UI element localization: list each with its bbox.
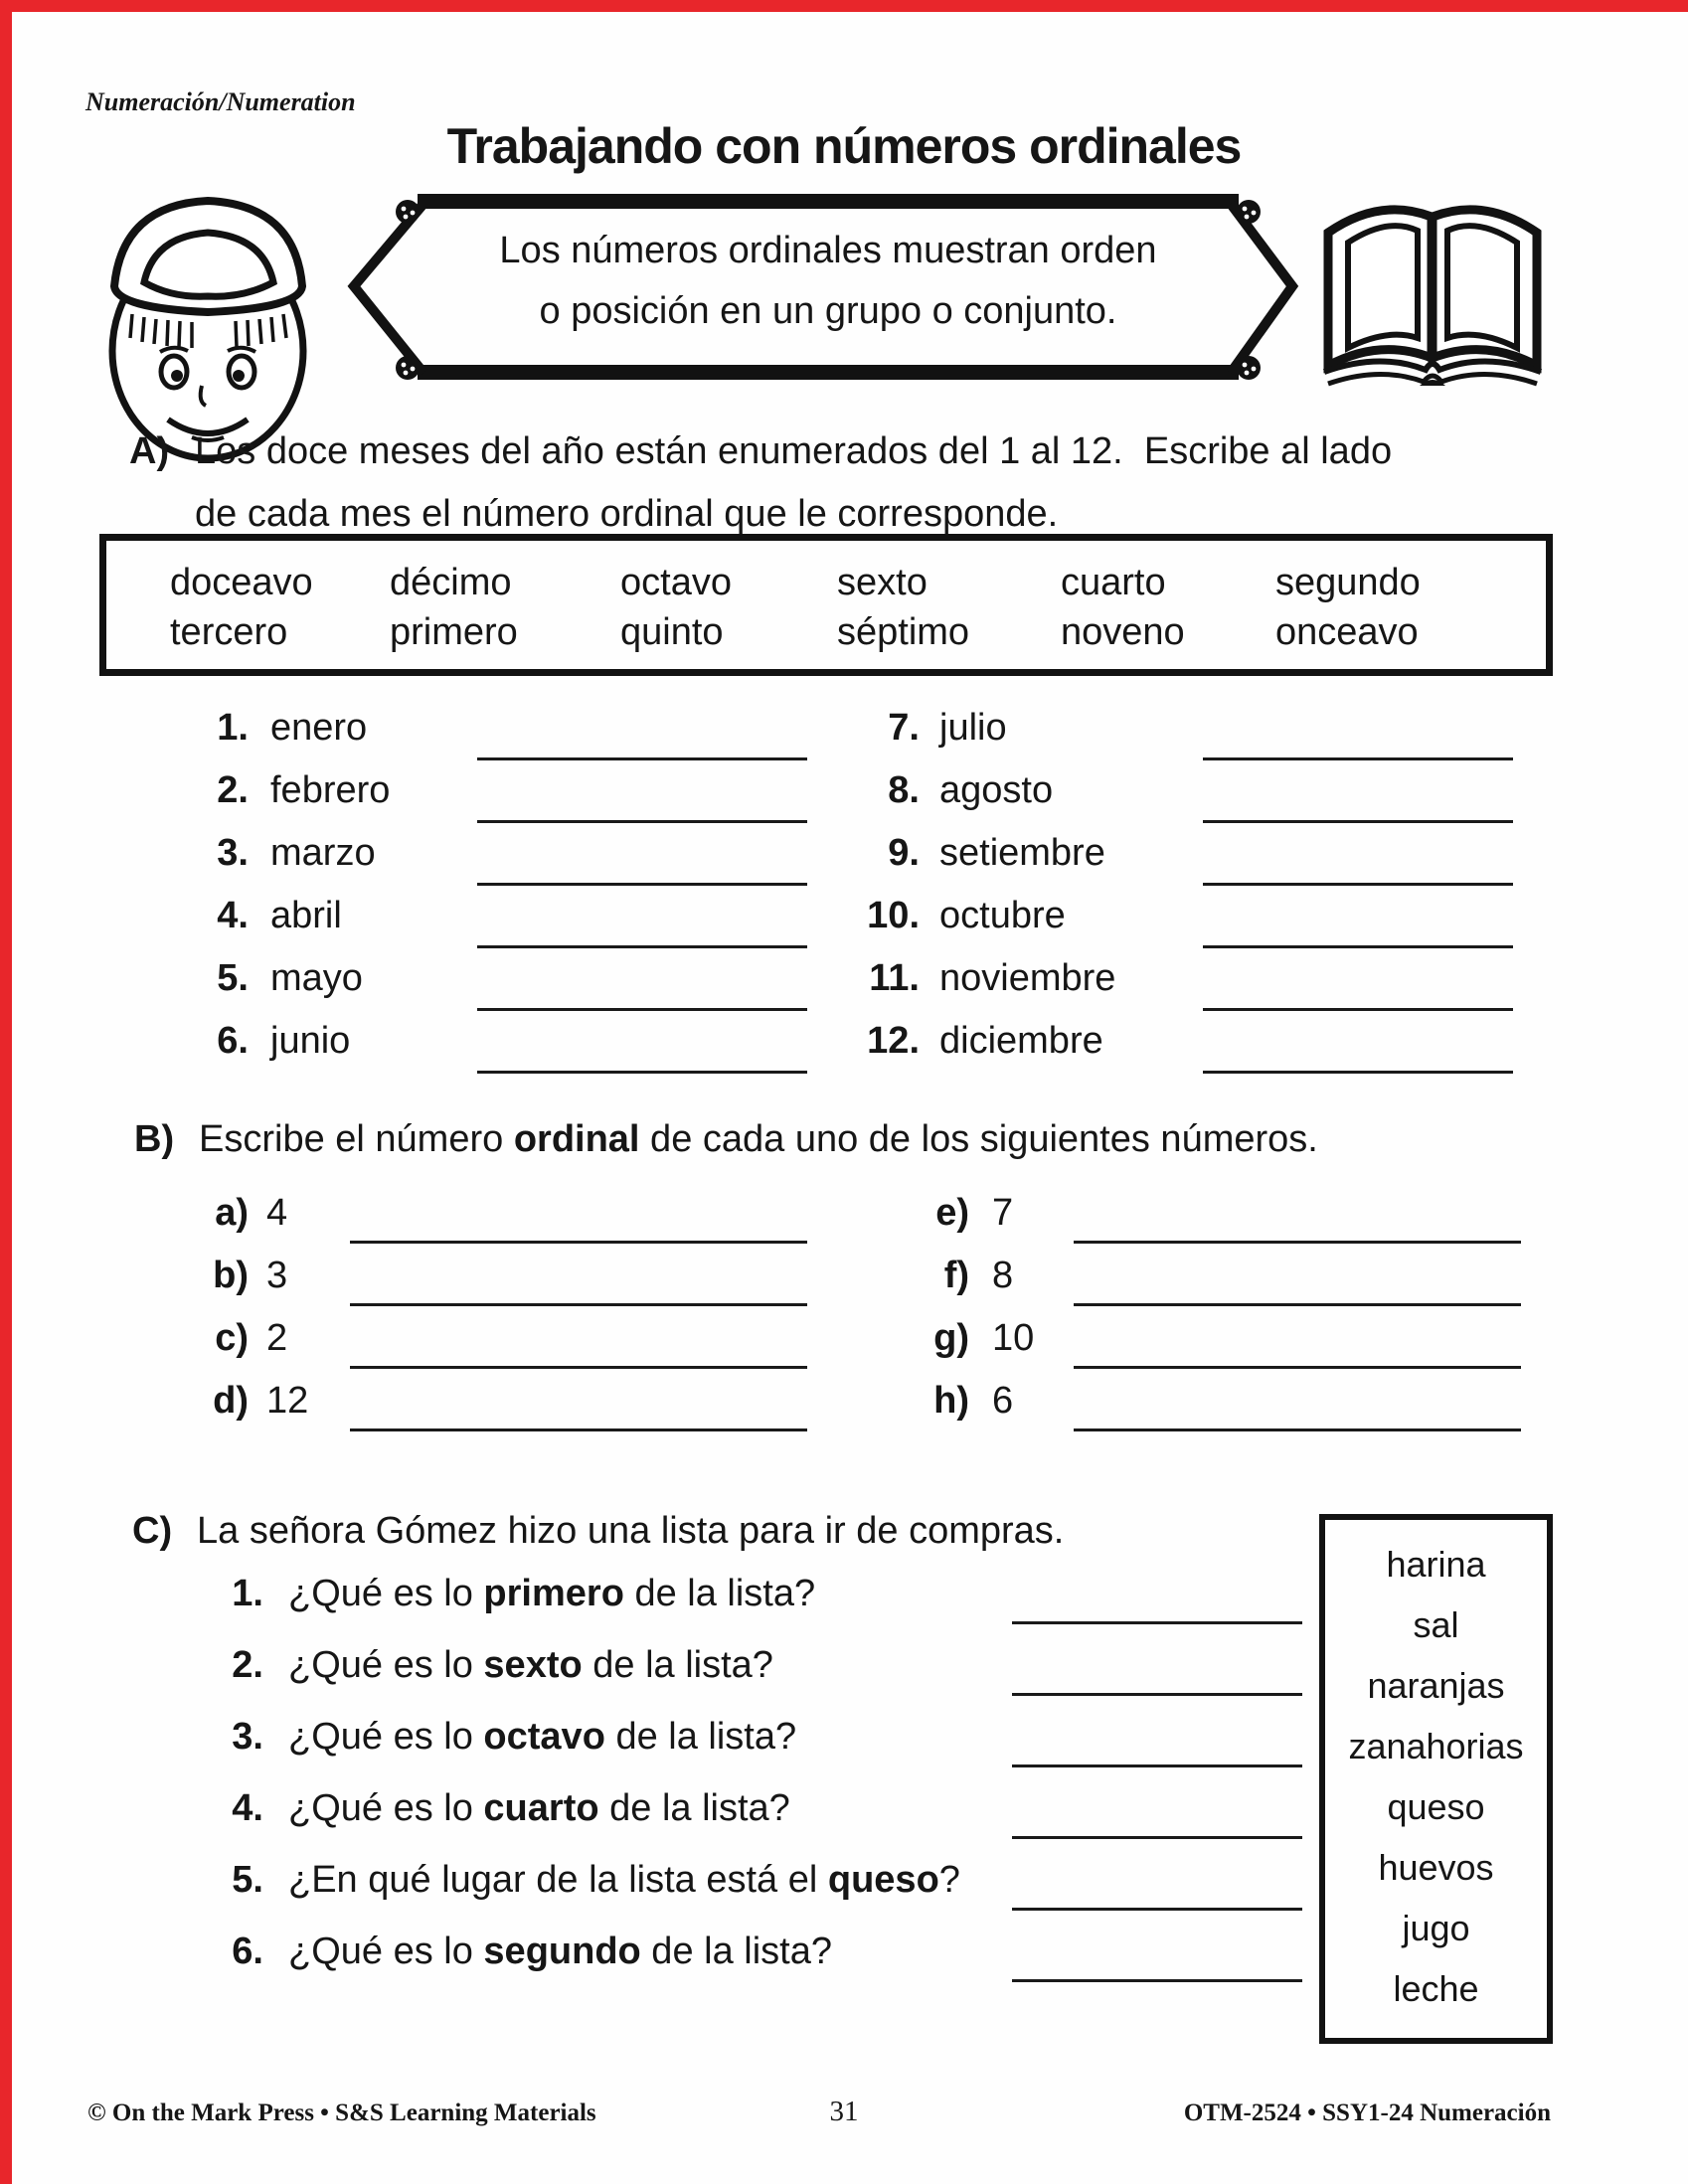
answer-line[interactable] <box>1012 1621 1302 1624</box>
question-bold-word: queso <box>827 1859 939 1901</box>
question-text <box>288 1717 796 1757</box>
word-bank-word: séptimo <box>837 611 970 653</box>
section-c-label: C) <box>132 1510 173 1552</box>
month-number: 11. <box>869 957 920 999</box>
question-text <box>288 1860 960 1900</box>
section-b-instructions-bold: ordinal <box>513 1118 640 1160</box>
question-text <box>288 1645 773 1685</box>
question-pre: ¿Qué es lo <box>288 1644 484 1686</box>
banner-text-line1: Los números ordinales muestran orden <box>499 230 1157 271</box>
banner-bottom-bar <box>418 365 1239 380</box>
question-bold-word: segundo <box>483 1931 641 1972</box>
month-number: 4. <box>217 895 249 936</box>
answer-line[interactable] <box>1074 1428 1521 1431</box>
item-value: 10 <box>992 1317 1035 1359</box>
item-letter: b) <box>213 1255 249 1296</box>
word-bank-word: décimo <box>390 562 512 603</box>
section-a-instructions-line1: Los doce meses del año están enumerados del 1 al 12. Escribe al lado <box>195 430 1393 472</box>
word-bank-word: octavo <box>620 562 732 603</box>
item-value: 6 <box>992 1380 1014 1422</box>
month-name: junio <box>270 1020 351 1062</box>
section-a-label: A) <box>129 430 170 472</box>
answer-line[interactable] <box>477 820 807 823</box>
question-bold-word: primero <box>483 1573 624 1614</box>
month-name: mayo <box>270 957 363 999</box>
month-name: febrero <box>270 769 391 811</box>
answer-line[interactable] <box>350 1241 807 1244</box>
word-bank-word: noveno <box>1061 611 1185 653</box>
month-number: 10. <box>867 895 920 936</box>
screw-icon <box>396 200 420 224</box>
question-post: de la lista? <box>640 1931 832 1972</box>
open-book-icon <box>1310 191 1555 395</box>
month-number: 2. <box>217 769 249 811</box>
answer-line[interactable] <box>1203 1071 1513 1074</box>
item-value: 7 <box>992 1192 1014 1234</box>
footer-publisher: © On the Mark Press • S&S Learning Materials <box>87 2100 596 2126</box>
question-number: 6. <box>232 1931 263 1972</box>
month-number: 1. <box>217 707 249 749</box>
answer-line[interactable] <box>1203 1008 1513 1011</box>
section-b-label: B) <box>134 1118 175 1160</box>
word-bank-box <box>99 534 1553 676</box>
page-edge-left <box>0 0 12 2184</box>
question-number: 1. <box>232 1573 263 1614</box>
month-name: agosto <box>939 769 1054 811</box>
month-number: 12. <box>867 1020 920 1062</box>
question-bold-word: cuarto <box>483 1787 599 1829</box>
question-number: 5. <box>232 1859 263 1901</box>
boy-face-illustration <box>84 187 335 470</box>
month-number: 6. <box>217 1020 249 1062</box>
word-bank-word: primero <box>390 611 518 653</box>
answer-line[interactable] <box>1012 1979 1302 1982</box>
word-bank-word: segundo <box>1275 562 1421 603</box>
question-number: 2. <box>232 1644 263 1686</box>
question-number: 4. <box>232 1787 263 1829</box>
question-post: de la lista? <box>623 1573 816 1614</box>
item-letter: a) <box>215 1192 249 1234</box>
section-b-instructions-post: de cada uno de los siguientes números. <box>639 1118 1318 1160</box>
banner-text-line2: o posición en un grupo o conjunto. <box>539 290 1117 332</box>
shopping-list-item: queso <box>1387 1786 1485 1827</box>
question-text <box>288 1932 832 1971</box>
item-letter: f) <box>943 1255 969 1296</box>
word-bank-word: cuarto <box>1061 562 1166 603</box>
footer-product-code: OTM-2524 • SSY1-24 Numeración <box>1183 2100 1551 2126</box>
answer-line[interactable] <box>477 945 807 948</box>
answer-line[interactable] <box>350 1428 807 1431</box>
month-name: abril <box>270 895 342 936</box>
shopping-list-box <box>1319 1514 1553 2044</box>
shopping-list-item: naranjas <box>1367 1665 1505 1706</box>
month-number: 5. <box>217 957 249 999</box>
answer-line[interactable] <box>350 1366 807 1369</box>
banner-right-chevron <box>1231 204 1292 373</box>
answer-line[interactable] <box>1012 1908 1302 1911</box>
answer-line[interactable] <box>1074 1241 1521 1244</box>
item-value: 12 <box>266 1380 309 1422</box>
question-post: de la lista? <box>604 1716 797 1758</box>
answer-line[interactable] <box>1012 1693 1302 1696</box>
screw-icon <box>1237 356 1261 380</box>
banner-top-bar <box>418 194 1239 209</box>
screw-icon <box>396 356 420 380</box>
month-name: enero <box>270 707 368 749</box>
item-value: 8 <box>992 1255 1014 1296</box>
question-pre: ¿Qué es lo <box>288 1573 484 1614</box>
question-pre: ¿Qué es lo <box>288 1787 484 1829</box>
item-letter: h) <box>933 1380 969 1422</box>
question-post: de la lista? <box>598 1787 790 1829</box>
question-bold-word: octavo <box>483 1716 605 1758</box>
subject-tag: Numeración/Numeration <box>85 87 356 116</box>
month-name: octubre <box>939 895 1066 936</box>
word-bank-word: onceavo <box>1275 611 1419 653</box>
question-number: 3. <box>232 1716 263 1758</box>
answer-line[interactable] <box>1203 883 1513 886</box>
month-name: setiembre <box>939 832 1105 874</box>
item-letter: d) <box>213 1380 249 1422</box>
shopping-list-item: zanahorias <box>1348 1726 1524 1766</box>
month-number: 9. <box>888 832 920 874</box>
shopping-list-item: leche <box>1393 1968 1479 2009</box>
word-bank-word: quinto <box>620 611 724 653</box>
shopping-list-item: sal <box>1413 1604 1459 1645</box>
month-number: 8. <box>888 769 920 811</box>
month-number: 7. <box>888 707 920 749</box>
answer-line[interactable] <box>1203 757 1513 760</box>
section-a-instructions-line2: de cada mes el número ordinal que le corresponde. <box>195 493 1059 535</box>
question-post: de la lista? <box>582 1644 773 1686</box>
item-letter: c) <box>215 1317 249 1359</box>
question-text <box>288 1788 790 1828</box>
banner-left-chevron <box>354 204 423 373</box>
question-pre: ¿Qué es lo <box>288 1931 484 1972</box>
item-value: 2 <box>266 1317 288 1359</box>
answer-line[interactable] <box>477 1071 807 1074</box>
month-name: diciembre <box>939 1020 1103 1062</box>
answer-line[interactable] <box>477 883 807 886</box>
month-name: marzo <box>270 832 376 874</box>
section-c-instructions: La señora Gómez hizo una lista para ir de compras. <box>197 1510 1065 1552</box>
shopping-list-item: jugo <box>1402 1908 1470 1948</box>
shopping-list-item: huevos <box>1378 1847 1494 1888</box>
answer-line[interactable] <box>1203 820 1513 823</box>
section-b-instructions-pre: Escribe el número <box>199 1118 514 1160</box>
question-bold-word: sexto <box>483 1644 583 1686</box>
answer-line[interactable] <box>477 1008 807 1011</box>
shopping-list-item: harina <box>1386 1544 1486 1585</box>
page-edge-top <box>0 0 1688 12</box>
item-value: 4 <box>266 1192 288 1234</box>
word-bank-word: tercero <box>170 611 288 653</box>
page-title: Trabajando con números ordinales <box>446 118 1242 174</box>
month-name: julio <box>939 707 1007 749</box>
item-value: 3 <box>266 1255 288 1296</box>
answer-line[interactable] <box>1074 1366 1521 1369</box>
answer-line[interactable] <box>1012 1836 1302 1839</box>
question-text <box>288 1574 815 1613</box>
answer-line[interactable] <box>1074 1303 1521 1306</box>
answer-line[interactable] <box>350 1303 807 1306</box>
question-pre: ¿En qué lugar de la lista está el <box>288 1859 828 1901</box>
word-bank-word: doceavo <box>170 562 313 603</box>
section-b-instructions <box>199 1119 1318 1159</box>
answer-line[interactable] <box>1012 1764 1302 1767</box>
question-pre: ¿Qué es lo <box>288 1716 484 1758</box>
answer-line[interactable] <box>1203 945 1513 948</box>
page-number: 31 <box>829 2096 859 2127</box>
month-name: noviembre <box>939 957 1116 999</box>
screw-icon <box>1237 200 1261 224</box>
question-post: ? <box>938 1859 960 1901</box>
item-letter: e) <box>935 1192 969 1234</box>
answer-line[interactable] <box>477 757 807 760</box>
month-number: 3. <box>217 832 249 874</box>
item-letter: g) <box>933 1317 969 1359</box>
word-bank-word: sexto <box>837 562 928 603</box>
